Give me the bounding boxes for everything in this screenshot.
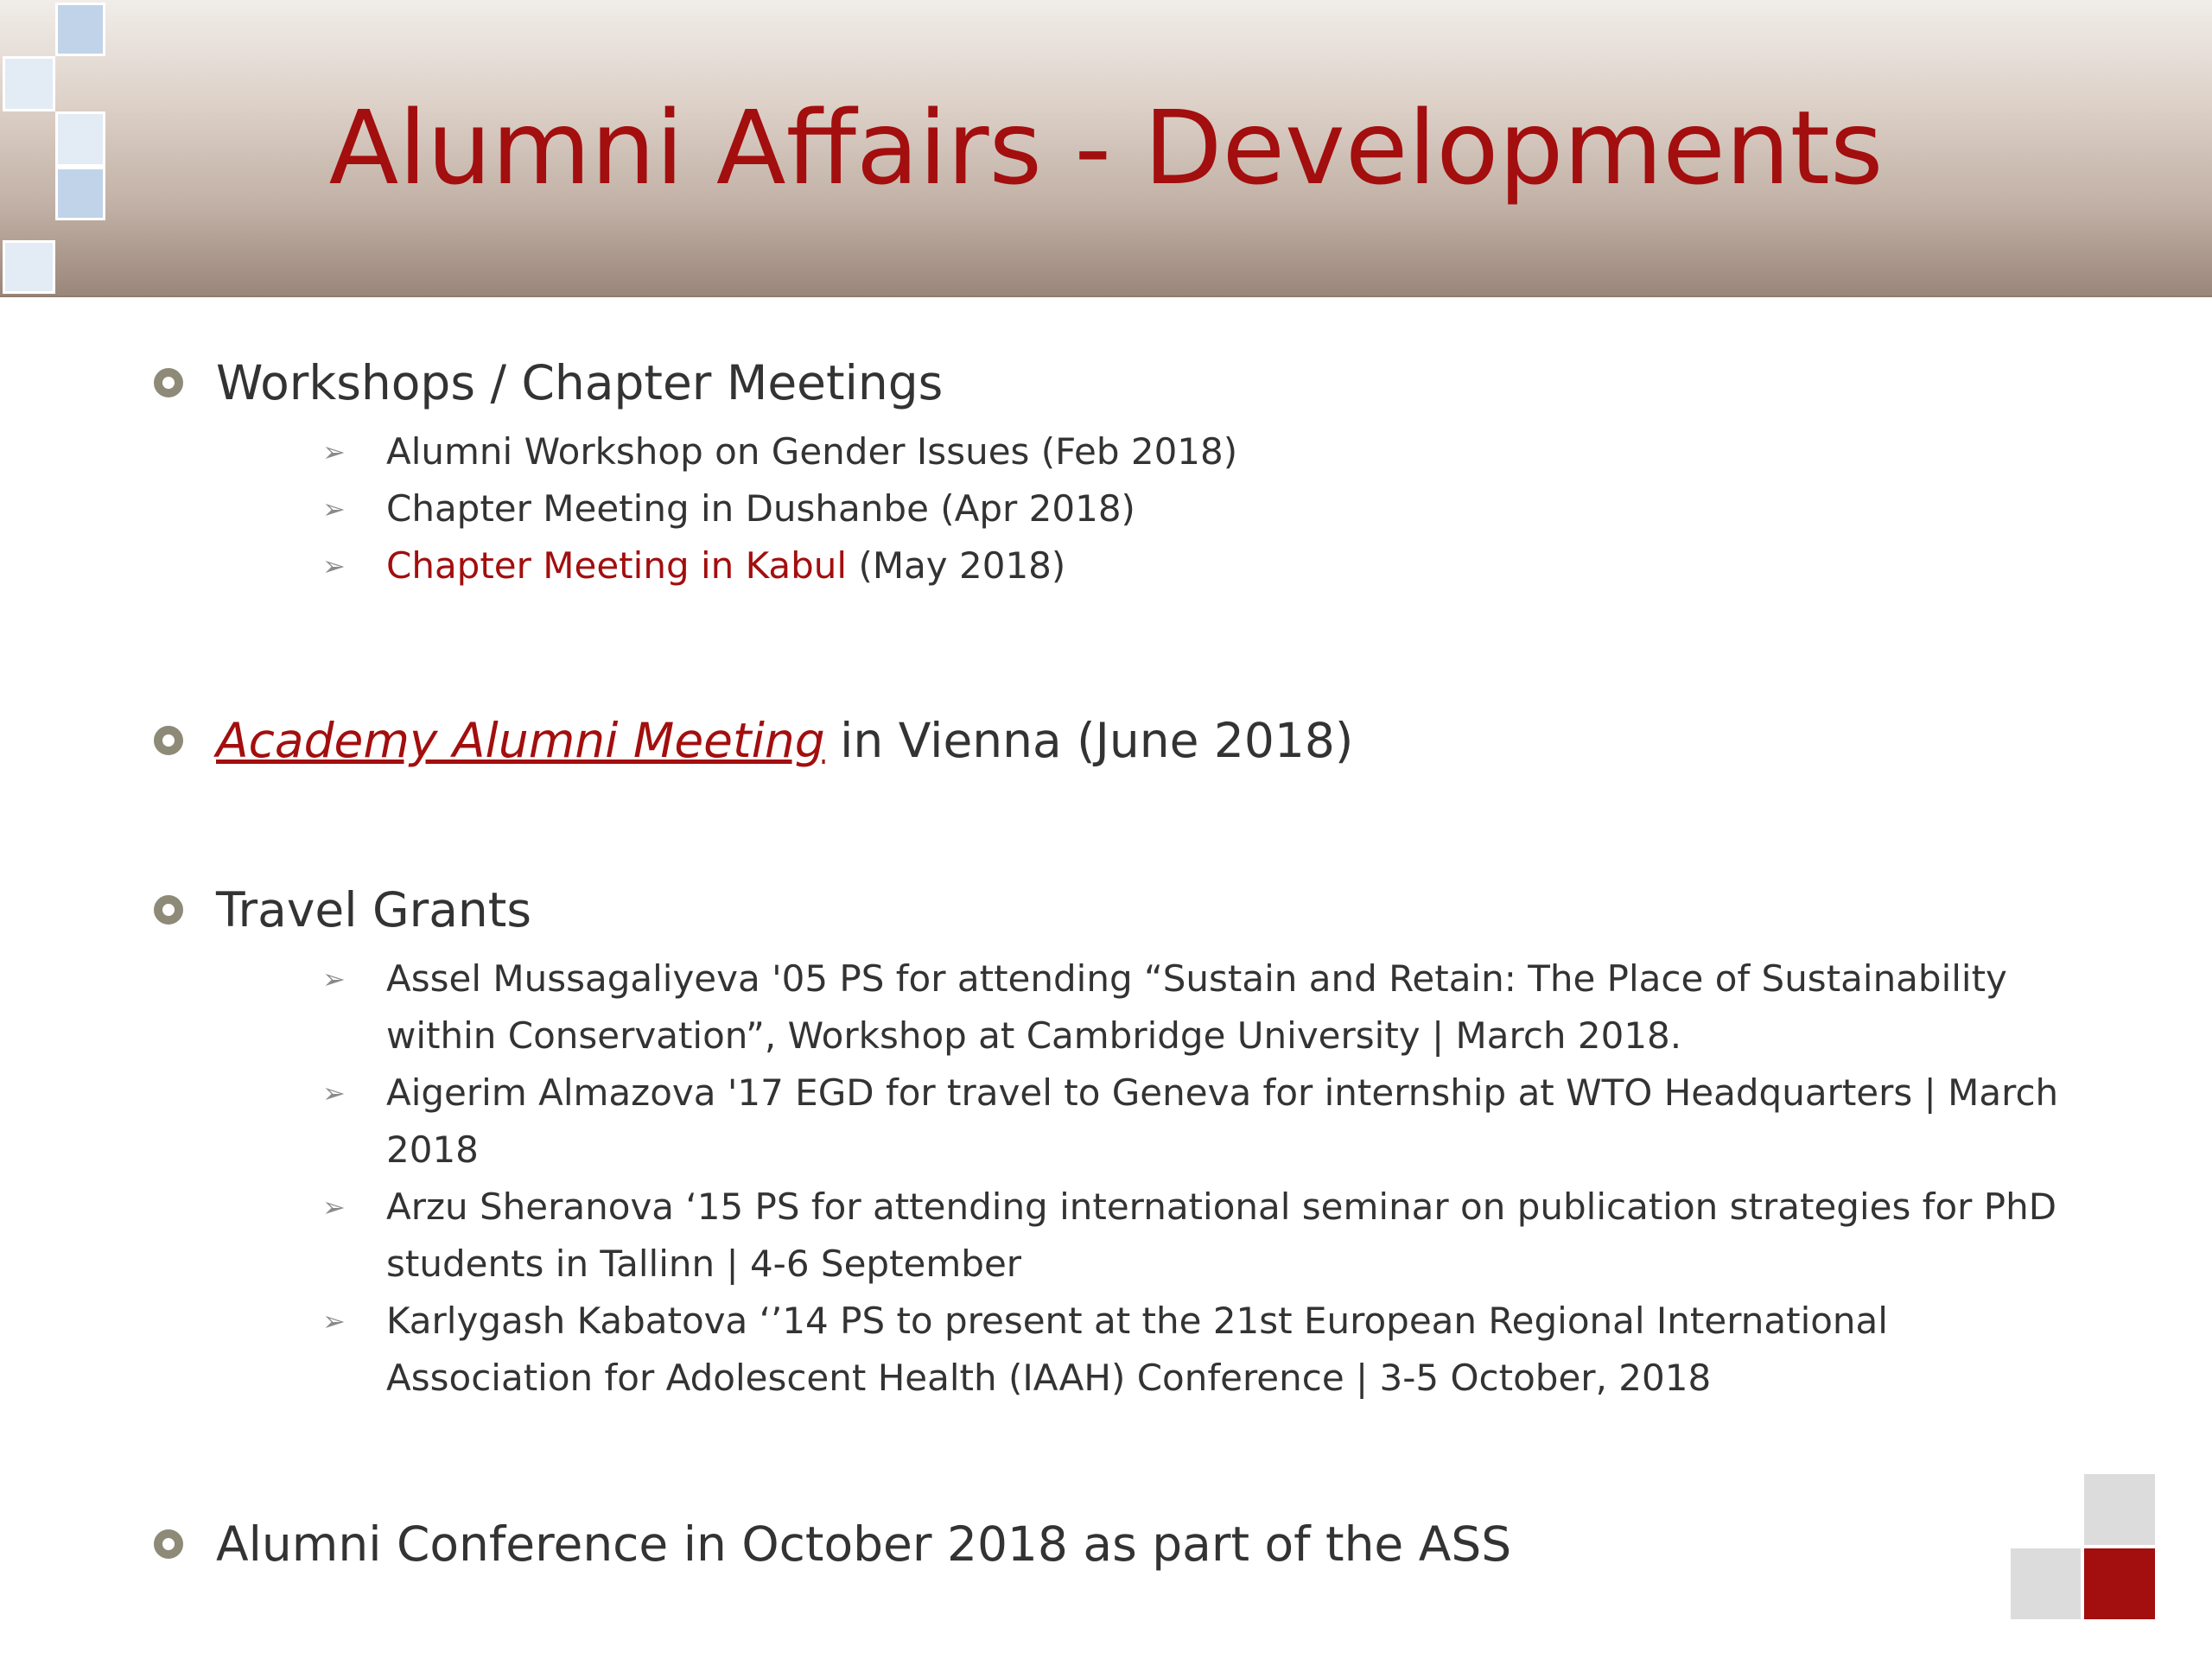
bullet-alumni-conference xyxy=(147,1507,2082,1581)
decor-square xyxy=(55,3,105,56)
decor-square xyxy=(3,240,55,294)
bullet-travel-grants xyxy=(147,873,2082,947)
corner-square xyxy=(2082,1472,2157,1547)
sub-item-highlight: Chapter Meeting in Kabul xyxy=(386,544,848,587)
bullet-workshops xyxy=(147,346,2082,420)
sub-item-text: Aigerim Almazova '17 EGD for travel to Geneva for internship at WTO Headquarters | March 2018 xyxy=(386,1071,2059,1171)
bullet-text: Alumni Conference in October 2018 as part of the ASS xyxy=(216,1516,1512,1572)
arrow-bullet-icon: ➢ xyxy=(322,1305,346,1338)
sub-item-text: Alumni Workshop on Gender Issues (Feb 2018) xyxy=(386,430,1238,473)
workshops-sublist xyxy=(315,423,2082,594)
sub-item xyxy=(315,1065,2082,1179)
bullet-academy-meeting xyxy=(147,703,2082,778)
sub-item xyxy=(315,1293,2082,1407)
arrow-bullet-icon: ➢ xyxy=(322,550,346,582)
arrow-bullet-icon: ➢ xyxy=(322,435,346,468)
title-band xyxy=(0,0,2212,297)
sub-item xyxy=(315,950,2082,1065)
academy-alumni-meeting-link[interactable]: Academy Alumni Meeting xyxy=(216,713,825,768)
ring-bullet-icon xyxy=(154,895,183,925)
sub-item xyxy=(315,1179,2082,1293)
arrow-bullet-icon: ➢ xyxy=(322,1077,346,1109)
sub-item-text: Chapter Meeting in Dushanbe (Apr 2018) xyxy=(386,487,1135,530)
sub-item xyxy=(315,537,2082,594)
decor-square xyxy=(55,111,105,167)
slide-title: Alumni Affairs - Developments xyxy=(328,88,1884,207)
arrow-bullet-icon: ➢ xyxy=(322,1191,346,1224)
slide-body xyxy=(147,346,2082,1581)
sub-item-text: Karlygash Kabatova ‘’14 PS to present at the 21st European Regional International Association for Adolescent Health (IAAH) Conference | 3-5 October, 2018 xyxy=(386,1300,1888,1399)
ring-bullet-icon xyxy=(154,368,183,397)
ring-bullet-icon xyxy=(154,1529,183,1559)
arrow-bullet-icon: ➢ xyxy=(322,963,346,995)
sub-item-text: Arzu Sheranova ‘15 PS for attending international seminar on publication strategies for PhD students in Tallinn | 4-6 September xyxy=(386,1185,2057,1285)
bullet-text: Travel Grants xyxy=(216,882,531,938)
sub-item xyxy=(315,423,2082,480)
travel-grants-sublist xyxy=(315,950,2082,1407)
sub-item xyxy=(315,480,2082,537)
ring-bullet-icon xyxy=(154,726,183,755)
bullet-text: Workshops / Chapter Meetings xyxy=(216,355,944,410)
decor-square xyxy=(3,56,55,111)
sub-item-text: Assel Mussagaliyeva '05 PS for attending “Sustain and Retain: The Place of Sustainability within Conservation”, Workshop at Cambridge University | March 2018. xyxy=(386,957,2007,1057)
corner-square xyxy=(2009,1547,2082,1621)
sub-item-text: (May 2018) xyxy=(847,544,1066,587)
corner-square xyxy=(2082,1547,2157,1621)
decor-square xyxy=(55,167,105,220)
bullet-text: in Vienna (June 2018) xyxy=(824,713,1354,768)
arrow-bullet-icon: ➢ xyxy=(322,493,346,525)
